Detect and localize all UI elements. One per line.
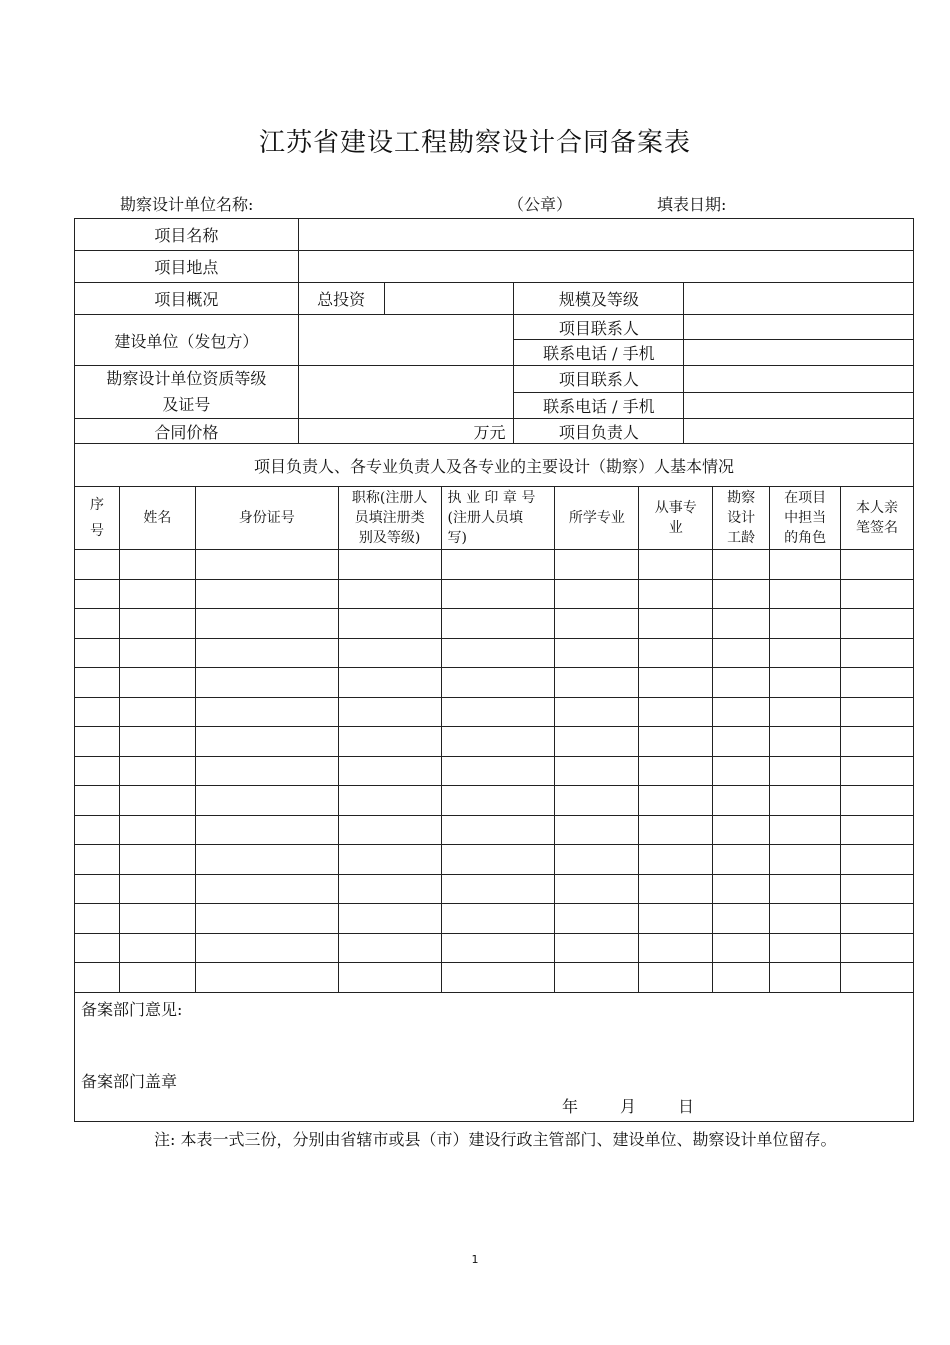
fill-date-label: 填表日期:	[657, 195, 727, 214]
table-cell[interactable]	[195, 668, 338, 698]
table-cell[interactable]	[195, 874, 338, 904]
table-cell[interactable]	[841, 609, 914, 639]
table-cell[interactable]	[639, 697, 713, 727]
table-cell[interactable]	[713, 609, 770, 639]
project-info-table	[74, 218, 914, 487]
designer-contact-field[interactable]	[684, 366, 914, 393]
table-row	[75, 815, 914, 845]
table-cell[interactable]	[338, 933, 441, 963]
table-cell[interactable]	[639, 727, 713, 757]
table-cell[interactable]	[713, 904, 770, 934]
qualification-label-line1: 勘察设计单位资质等级	[106, 369, 267, 388]
unit-name-label: 勘察设计单位名称:	[120, 195, 254, 214]
table-row	[75, 756, 914, 786]
col-signature-line1: 本人亲	[856, 500, 899, 516]
personnel-header-row	[75, 487, 914, 550]
table-row	[75, 933, 914, 963]
table-cell[interactable]	[75, 609, 120, 639]
table-cell[interactable]	[75, 904, 120, 934]
table-cell[interactable]	[841, 786, 914, 816]
table-cell[interactable]	[639, 786, 713, 816]
table-cell[interactable]	[555, 756, 639, 786]
col-title-line3: 别及等级)	[358, 530, 421, 546]
table-cell[interactable]	[841, 638, 914, 668]
table-cell[interactable]	[195, 609, 338, 639]
table-cell[interactable]	[555, 845, 639, 875]
table-cell[interactable]	[75, 963, 120, 993]
table-cell[interactable]	[555, 786, 639, 816]
table-cell[interactable]	[441, 550, 555, 580]
table-cell[interactable]	[841, 933, 914, 963]
table-cell[interactable]	[639, 756, 713, 786]
table-cell[interactable]	[195, 933, 338, 963]
qualification-label-line2: 及证号	[162, 395, 211, 414]
table-cell[interactable]	[770, 933, 841, 963]
col-seal-line2: (注册人员填	[447, 510, 523, 526]
table-cell[interactable]	[75, 727, 120, 757]
col-years	[713, 487, 770, 550]
filing-section	[74, 991, 914, 1122]
table-cell[interactable]	[555, 668, 639, 698]
table-cell[interactable]	[75, 874, 120, 904]
table-cell[interactable]	[639, 845, 713, 875]
table-cell[interactable]	[639, 904, 713, 934]
table-cell[interactable]	[713, 874, 770, 904]
table-cell[interactable]	[441, 963, 555, 993]
builder-phone-label: 联系电话 / 手机	[514, 340, 684, 366]
table-cell[interactable]	[338, 815, 441, 845]
filing-day: 日	[678, 1097, 695, 1116]
table-cell[interactable]	[713, 638, 770, 668]
table-cell[interactable]	[841, 550, 914, 580]
table-cell[interactable]	[195, 756, 338, 786]
builder-phone-field[interactable]	[684, 340, 914, 366]
qualification-field[interactable]	[298, 366, 514, 419]
builder-unit-label: 建设单位（发包方）	[75, 315, 299, 366]
table-cell[interactable]	[441, 933, 555, 963]
table-cell[interactable]	[441, 786, 555, 816]
designer-contact-label: 项目联系人	[514, 366, 684, 393]
col-signature-line2: 笔签名	[856, 520, 899, 536]
table-cell[interactable]	[639, 815, 713, 845]
col-title-line2: 员填注册类	[354, 510, 425, 526]
col-years-line2: 设计	[727, 510, 756, 526]
table-cell[interactable]	[713, 697, 770, 727]
table-cell[interactable]	[555, 904, 639, 934]
table-cell[interactable]	[713, 963, 770, 993]
filing-month: 月	[620, 1097, 637, 1116]
table-cell[interactable]	[441, 815, 555, 845]
table-cell[interactable]	[441, 609, 555, 639]
project-name-label: 项目名称	[75, 219, 299, 251]
builder-contact-label: 项目联系人	[514, 315, 684, 340]
table-cell[interactable]	[338, 786, 441, 816]
table-cell[interactable]	[75, 815, 120, 845]
table-cell[interactable]	[841, 874, 914, 904]
table-cell[interactable]	[639, 963, 713, 993]
project-overview-label: 项目概况	[75, 283, 299, 315]
project-leader-field[interactable]	[684, 419, 914, 444]
table-cell[interactable]	[119, 963, 195, 993]
col-title-line1: 职称(注册人	[351, 490, 428, 506]
table-cell[interactable]	[713, 550, 770, 580]
table-cell[interactable]	[441, 845, 555, 875]
table-cell[interactable]	[713, 727, 770, 757]
col-specialty	[639, 487, 713, 550]
table-cell[interactable]	[119, 727, 195, 757]
col-role-line2: 中担当	[784, 510, 827, 526]
col-years-line1: 勘察	[727, 490, 756, 506]
table-cell[interactable]	[338, 727, 441, 757]
table-cell[interactable]	[639, 638, 713, 668]
table-cell[interactable]	[770, 756, 841, 786]
table-cell[interactable]	[555, 815, 639, 845]
table-cell[interactable]	[639, 609, 713, 639]
table-cell[interactable]	[841, 904, 914, 934]
table-cell[interactable]	[555, 550, 639, 580]
table-cell[interactable]	[119, 756, 195, 786]
col-no	[75, 487, 120, 550]
table-row	[75, 609, 914, 639]
table-row	[75, 904, 914, 934]
table-cell[interactable]	[841, 579, 914, 609]
scale-grade-label: 规模及等级	[514, 283, 684, 315]
table-cell[interactable]	[555, 727, 639, 757]
table-cell[interactable]	[713, 668, 770, 698]
table-cell[interactable]	[338, 845, 441, 875]
table-cell[interactable]	[441, 756, 555, 786]
table-cell[interactable]	[75, 697, 120, 727]
table-cell[interactable]	[338, 638, 441, 668]
table-cell[interactable]	[119, 786, 195, 816]
table-cell[interactable]	[770, 904, 841, 934]
table-cell[interactable]	[75, 786, 120, 816]
table-cell[interactable]	[441, 727, 555, 757]
table-cell[interactable]	[770, 963, 841, 993]
table-row	[75, 874, 914, 904]
table-cell[interactable]	[75, 845, 120, 875]
table-cell[interactable]	[770, 727, 841, 757]
project-location-label: 项目地点	[75, 251, 299, 283]
table-cell[interactable]	[338, 874, 441, 904]
contract-price-label: 合同价格	[75, 419, 299, 444]
project-location-field[interactable]	[298, 251, 913, 283]
table-cell[interactable]	[639, 550, 713, 580]
table-cell[interactable]	[441, 697, 555, 727]
designer-phone-field[interactable]	[684, 392, 914, 419]
table-cell[interactable]	[338, 963, 441, 993]
table-row	[75, 638, 914, 668]
table-cell[interactable]	[555, 963, 639, 993]
table-row	[75, 697, 914, 727]
table-cell[interactable]	[770, 550, 841, 580]
col-specialty-line1: 从事专	[654, 500, 697, 516]
table-cell[interactable]	[195, 845, 338, 875]
table-cell[interactable]	[119, 933, 195, 963]
col-role-line1: 在项目	[784, 490, 827, 506]
table-cell[interactable]	[841, 756, 914, 786]
table-cell[interactable]	[195, 815, 338, 845]
table-cell[interactable]	[841, 963, 914, 993]
table-cell[interactable]	[770, 638, 841, 668]
table-cell[interactable]	[441, 668, 555, 698]
table-cell[interactable]	[75, 579, 120, 609]
col-id-number: 身份证号	[195, 487, 338, 550]
scale-grade-field[interactable]	[684, 283, 914, 315]
filing-opinion-label: 备案部门意见:	[81, 1000, 183, 1019]
table-cell[interactable]	[639, 668, 713, 698]
table-cell[interactable]	[770, 786, 841, 816]
table-cell[interactable]	[639, 579, 713, 609]
table-cell[interactable]	[770, 697, 841, 727]
table-cell[interactable]	[119, 550, 195, 580]
table-row	[75, 550, 914, 580]
table-cell[interactable]	[841, 815, 914, 845]
table-row	[75, 786, 914, 816]
table-cell[interactable]	[195, 579, 338, 609]
table-cell[interactable]	[841, 668, 914, 698]
personnel-heading: 项目负责人、各专业负责人及各专业的主要设计（勘察）人基本情况	[75, 444, 914, 487]
table-cell[interactable]	[555, 697, 639, 727]
table-row	[75, 845, 914, 875]
table-cell[interactable]	[441, 638, 555, 668]
table-cell[interactable]	[770, 609, 841, 639]
filing-stamp-label: 备案部门盖章	[81, 1072, 178, 1091]
personnel-rows	[75, 550, 914, 993]
table-cell[interactable]	[119, 638, 195, 668]
page-title: 江苏省建设工程勘察设计合同备案表	[258, 128, 691, 158]
table-cell[interactable]	[555, 933, 639, 963]
project-leader-label: 项目负责人	[514, 419, 684, 444]
table-row	[75, 963, 914, 993]
table-cell[interactable]	[75, 638, 120, 668]
col-seal-line3: 写)	[447, 530, 467, 546]
table-cell[interactable]	[441, 874, 555, 904]
table-cell[interactable]	[338, 697, 441, 727]
table-cell[interactable]	[195, 727, 338, 757]
table-cell[interactable]	[338, 756, 441, 786]
table-cell[interactable]	[841, 845, 914, 875]
table-cell[interactable]	[770, 579, 841, 609]
designer-phone-label: 联系电话 / 手机	[514, 392, 684, 419]
contract-price-unit[interactable]: 万元	[298, 419, 514, 444]
page-number: 1	[471, 1253, 479, 1266]
table-cell[interactable]	[713, 756, 770, 786]
total-investment-label: 总投资	[298, 283, 384, 315]
table-cell[interactable]	[119, 815, 195, 845]
table-cell[interactable]	[119, 874, 195, 904]
table-cell[interactable]	[713, 845, 770, 875]
table-cell[interactable]	[75, 550, 120, 580]
col-seal-line1: 执 业 印 章 号	[447, 490, 536, 506]
table-cell[interactable]	[770, 668, 841, 698]
table-cell[interactable]	[119, 697, 195, 727]
table-cell[interactable]	[713, 933, 770, 963]
footnote: 注: 本表一式三份，分别由省辖市或县（市）建设行政主管部门、建设单位、勘察设计单位留存。	[154, 1130, 837, 1149]
table-cell[interactable]	[770, 815, 841, 845]
table-cell[interactable]	[119, 579, 195, 609]
table-cell[interactable]	[841, 727, 914, 757]
table-cell[interactable]	[75, 756, 120, 786]
table-cell[interactable]	[119, 845, 195, 875]
table-cell[interactable]	[338, 904, 441, 934]
table-cell[interactable]	[195, 963, 338, 993]
table-cell[interactable]	[195, 697, 338, 727]
table-cell[interactable]	[119, 609, 195, 639]
table-cell[interactable]	[639, 874, 713, 904]
table-cell[interactable]	[338, 579, 441, 609]
table-cell[interactable]	[555, 609, 639, 639]
filing-year: 年	[562, 1097, 579, 1116]
table-cell[interactable]	[119, 904, 195, 934]
col-major: 所学专业	[555, 487, 639, 550]
table-cell[interactable]	[338, 550, 441, 580]
table-cell[interactable]	[770, 845, 841, 875]
project-name-field[interactable]	[298, 219, 913, 251]
table-cell[interactable]	[555, 638, 639, 668]
col-role	[770, 487, 841, 550]
col-no-line1: 序	[89, 497, 104, 513]
table-cell[interactable]	[555, 579, 639, 609]
table-cell[interactable]	[75, 933, 120, 963]
table-row	[75, 727, 914, 757]
table-cell[interactable]	[841, 697, 914, 727]
col-role-line3: 的角色	[784, 530, 827, 546]
table-cell[interactable]	[555, 874, 639, 904]
table-cell[interactable]	[639, 933, 713, 963]
col-title	[338, 487, 441, 550]
personnel-table	[74, 486, 914, 993]
table-cell[interactable]	[75, 668, 120, 698]
table-cell[interactable]	[195, 638, 338, 668]
table-cell[interactable]	[441, 904, 555, 934]
col-seal-number	[441, 487, 555, 550]
col-specialty-line2: 业	[668, 520, 683, 536]
col-years-line3: 工龄	[727, 530, 756, 546]
table-cell[interactable]	[195, 550, 338, 580]
table-cell[interactable]	[119, 668, 195, 698]
seal-label: （公章）	[508, 195, 573, 214]
table-cell[interactable]	[713, 786, 770, 816]
table-row	[75, 668, 914, 698]
col-signature	[841, 487, 914, 550]
builder-unit-field[interactable]	[298, 315, 514, 366]
builder-contact-field[interactable]	[684, 315, 914, 340]
table-row	[75, 579, 914, 609]
qualification-label	[75, 366, 299, 419]
table-cell[interactable]	[195, 786, 338, 816]
col-name: 姓名	[119, 487, 195, 550]
col-no-line2: 号	[89, 523, 104, 539]
total-investment-field[interactable]	[384, 283, 514, 315]
table-cell[interactable]	[713, 815, 770, 845]
table-cell[interactable]	[441, 579, 555, 609]
table-cell[interactable]	[338, 609, 441, 639]
table-cell[interactable]	[770, 874, 841, 904]
table-cell[interactable]	[338, 668, 441, 698]
table-cell[interactable]	[713, 579, 770, 609]
table-cell[interactable]	[195, 904, 338, 934]
